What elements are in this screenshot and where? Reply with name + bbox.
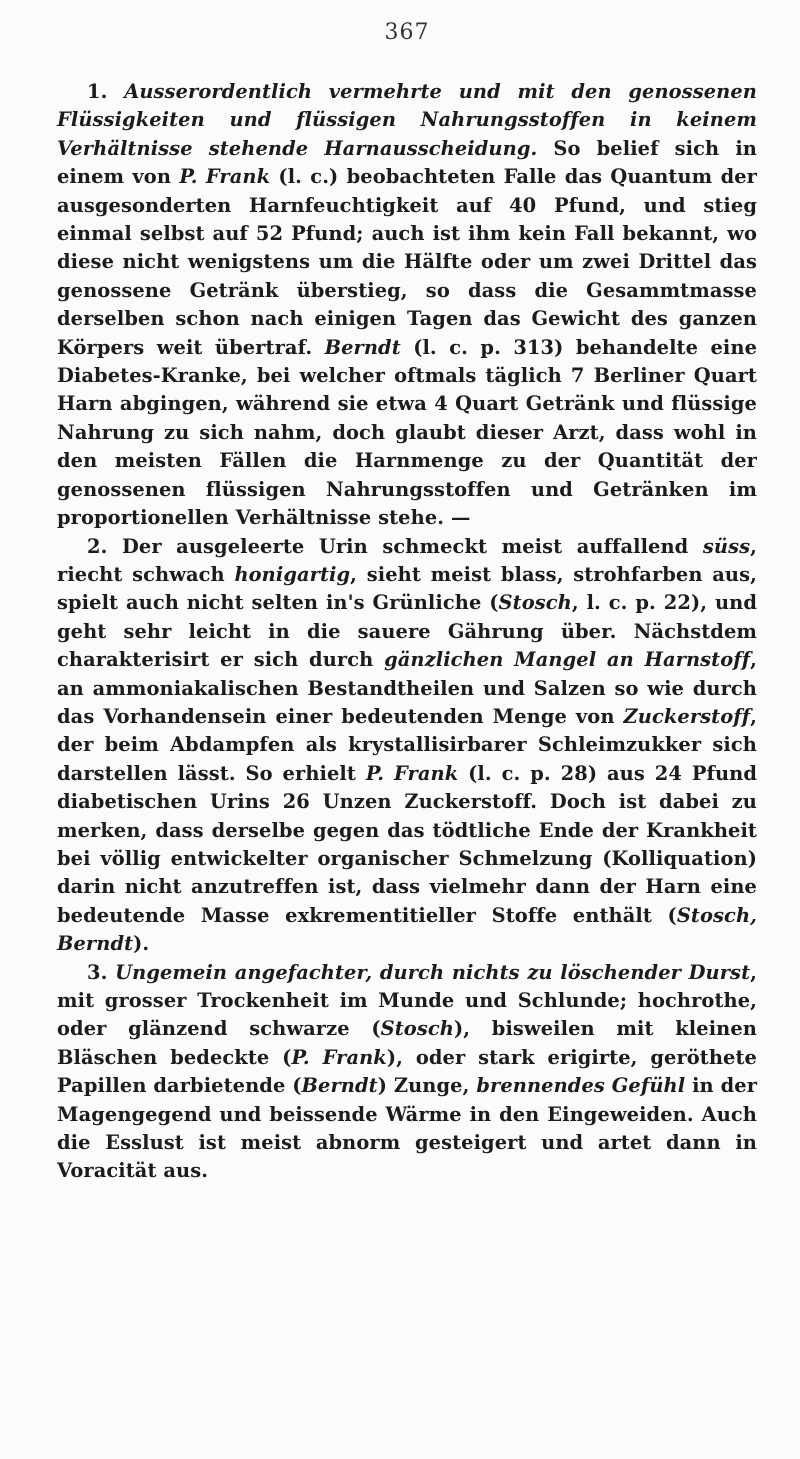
text-run: ), oder stark erigirte, geröthete Papillen darbietende (: [57, 1045, 757, 1098]
text-run: 2. Der ausgeleerte Urin schmeckt meist auffallend: [87, 534, 703, 558]
text-run: (l. c. p. 28) aus 24 Pfund diabetischen Urins 26 Unzen Zuckerstoff. Doch ist dabei zu merken, dass derselbe gegen das tödtliche Ende der Krankheit bei völlig entwickelter organischer Schmelzung (Kolliquation) darin nicht anzutreffen ist, dass vielmehr dann der Harn eine bedeutende Masse exkrementitieller Stoffe enthält (: [57, 761, 757, 927]
text-run: ), bisweilen mit kleinen Bläschen bedeckte (: [57, 1017, 757, 1069]
text-run: 1.: [87, 80, 125, 103]
italic-text: Berndt: [301, 1074, 378, 1098]
italic-text: P. Frank: [179, 165, 271, 189]
italic-text: Stosch: [380, 1017, 454, 1041]
italic-text: Berndt: [324, 335, 401, 359]
italic-text: P. Frank: [291, 1045, 387, 1069]
text-run: , riecht schwach: [57, 534, 757, 586]
paragraph-3: [57, 959, 757, 1186]
italic-text: honigartig: [234, 562, 351, 586]
text-run: ) Zunge,: [377, 1074, 477, 1098]
italic-text: Stosch, Berndt: [57, 903, 757, 956]
text-run: , mit grosser Trockenheit im Munde und Schlunde; hochrothe, oder glänzend schwarze (: [57, 960, 757, 1041]
text-run: (l. c.) beobachteten Falle das Quantum der ausgesonderten Harnfeuchtigkeit auf 40 Pfund, und stieg einmal selbst auf 52 Pfund; auch ist ihm kein Fall bekannt, wo diese nicht wenigstens um die Hälfte oder um zwei Drittel das genossene Getränk überstieg, so dass die Gesammtmasse derselben schon nach einigen Tagen das Gewicht des ganzen Körpers weit übertraf.: [57, 165, 757, 359]
text-run: , an ammoniakalischen Bestandtheilen und Salzen so wie durch das Vorhandensein einer bedeutenden Menge von: [57, 648, 758, 728]
text-run: So belief sich in einem von: [57, 136, 757, 189]
text-run: 3.: [87, 960, 116, 984]
italic-text: Stosch: [498, 591, 572, 615]
text-run: , sieht meist blass, strohfarben aus, spielt auch nicht selten in's Grünliche (: [57, 562, 757, 615]
italic-text: Ausserordentlich vermehrte und mit den genossenen Flüssigkeiten und flüssigen Nahrungsstoffen in keinem Verhältnisse stehende Harnausscheidung.: [57, 80, 758, 160]
text-run: , l. c. p. 22), und geht sehr leicht in die sauere Gährung über. Nächstdem charakterisirt er sich durch: [57, 591, 757, 672]
italic-text: P. Frank: [365, 761, 459, 785]
italic-text: gänzlichen Mangel an Harnstoff: [384, 648, 751, 672]
italic-text: Ungemein angefachter, durch nichts zu löschender Durst: [115, 960, 751, 984]
page-number: 367: [384, 20, 430, 45]
italic-text: brennendes Gefühl: [476, 1074, 686, 1098]
text-run: ).: [133, 932, 150, 956]
text-run: (l. c. p. 313) behandelte eine Diabetes-Kranke, bei welcher oftmals täglich 7 Berliner Quart Harn abgingen, während sie etwa 4 Quart Getränk und flüssige Nahrung zu sich nahm, doch glaubt dieser Arzt, dass wohl in den meisten Fällen die Harnmenge zu der Quantität der genossenen flüssigen Nahrungsstoffen und Getränken im proportionellen Verhältnisse stehe. —: [57, 335, 758, 530]
italic-text: Zuckerstoff: [623, 704, 751, 728]
italic-text: süss: [702, 534, 751, 558]
paragraph-2: [57, 533, 757, 959]
text-run: , der beim Abdampfen als krystallisirbarer Schleimzukker sich darstellen lässt. So erhielt: [57, 704, 757, 785]
text-run: in der Magengegend und beissende Wärme in den Eingeweiden. Auch die Esslust ist meist abnorm gesteigert und artet dann in Voracität aus.: [57, 1074, 758, 1183]
paragraph-1: [57, 78, 757, 533]
document-page: [57, 20, 757, 1186]
